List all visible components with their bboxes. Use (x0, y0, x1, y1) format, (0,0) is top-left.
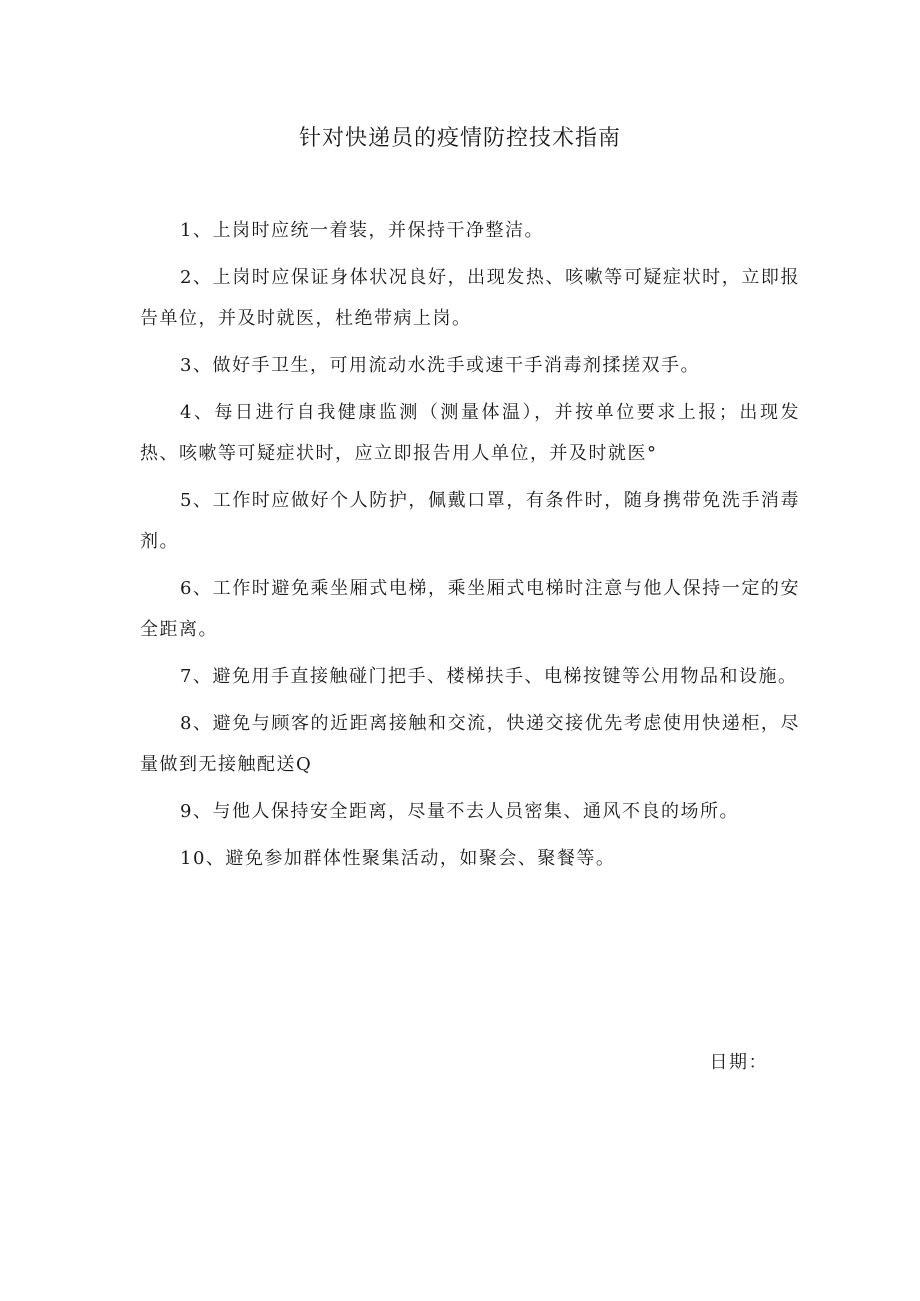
guideline-item-7: 7、避免用手直接触碰门把手、楼梯扶手、电梯按键等公用物品和设施。 (180, 666, 798, 687)
guideline-item-4: 4、每日进行自我健康监测（测量体温），并按单位要求上报；出现发热、咳嗽等可疑症状时，应立即报告用人单位，并及时就医° (140, 402, 800, 464)
guideline-item-5: 5、工作时应做好个人防护，佩戴口罩，有条件时，随身携带免洗手消毒剂。 (140, 490, 800, 552)
guideline-list (140, 210, 800, 885)
guideline-item-2: 2、上岗时应保证身体状况良好，出现发热、咳嗽等可疑症状时，立即报告单位，并及时就医，杜绝带病上岗。 (140, 267, 800, 329)
guideline-item-1: 1、上岗时应统一着装，并保持干净整洁。 (180, 220, 544, 241)
guideline-item-9: 9、与他人保持安全距离，尽量不去人员密集、通风不良的场所。 (180, 801, 739, 822)
guideline-item-8: 8、避免与顾客的近距离接触和交流，快递交接优先考虑使用快递柜，尽量做到无接触配送Q (140, 713, 800, 775)
guideline-item-3: 3、做好手卫生，可用流动水洗手或速干手消毒剂揉搓双手。 (180, 355, 700, 376)
guideline-item-10: 10、避免参加群体性聚集活动，如聚会、聚餐等。 (180, 848, 616, 869)
date-label: 日期： (709, 1052, 768, 1073)
guideline-item-6: 6、工作时避免乘坐厢式电梯，乘坐厢式电梯时注意与他人保持一定的安全距离。 (140, 578, 800, 640)
document-title: 针对快递员的疫情防控技术指南 (298, 126, 621, 151)
